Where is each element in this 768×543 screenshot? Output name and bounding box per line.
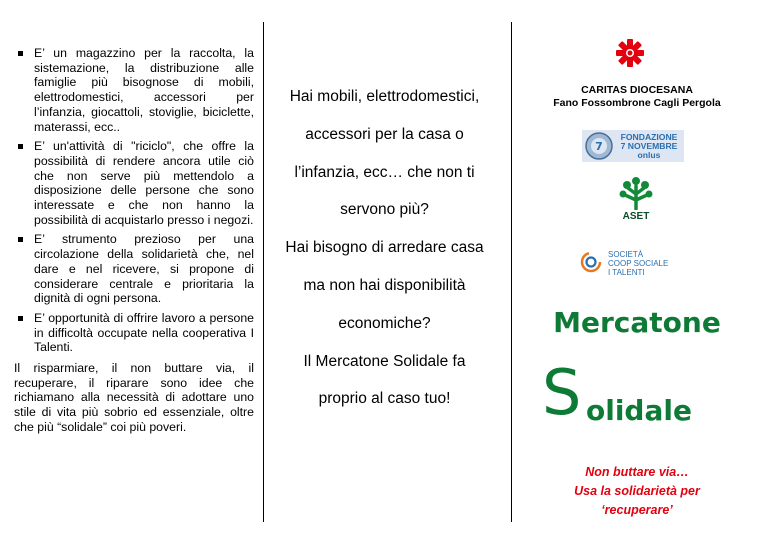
- question-line: Hai mobili, elettrodomestici,: [289, 88, 480, 105]
- title-mercatone: Mercatone: [553, 306, 721, 339]
- list-item-text: E’ strumento prezioso per una circolazione della solidarietà che, nel dare e nel ricevere, si propone di considerare centrale e prioritaria la dignità di ogni persona.: [34, 232, 254, 306]
- coop-logo-line1: SOCIETÀ: [608, 250, 644, 259]
- bullet-icon: [18, 144, 23, 149]
- fondazione-logo-line1: FONDAZIONE: [620, 132, 678, 142]
- org-subtitle: Fano Fossombrone Cagli Pergola: [553, 97, 721, 109]
- coop-swirl-icon: [580, 251, 602, 273]
- fondazione-logo: [582, 130, 684, 162]
- slogan-line: Non buttare via…: [585, 465, 689, 479]
- bullet-icon: [18, 316, 23, 321]
- coop-logo-line3: I TALENTI: [608, 268, 645, 277]
- middle-panel: [272, 78, 497, 418]
- bullet-icon: [18, 51, 23, 56]
- title-solidale: olidale: [586, 394, 692, 427]
- title-big-letter: S: [542, 356, 582, 429]
- list-item: [14, 46, 254, 134]
- svg-text:7: 7: [595, 140, 603, 153]
- fondazione-logo-line3: onlus: [637, 150, 661, 160]
- aset-logo-label: ASET: [622, 211, 650, 222]
- list-item-text: E’ un'attività di "riciclo", che offre la possibilità di rendere ancora utile ciò che non serve più mettendolo a disposizione delle persone che sono interessate e che non hanno la possibilità di acquistarlo presso i negozi.: [34, 139, 254, 227]
- fondazione-logo-line2: 7 NOVEMBRE: [620, 141, 678, 151]
- fondazione-emblem-icon: [584, 131, 614, 161]
- list-item: [14, 232, 254, 306]
- list-item: [14, 139, 254, 227]
- panel-divider-right: [511, 22, 512, 522]
- org-name: CARITAS DIOCESANA: [581, 84, 693, 96]
- left-panel: [14, 46, 254, 435]
- panel-divider-left: [263, 22, 264, 522]
- closing-paragraph: Il risparmiare, il non buttare via, il recuperare, il riparare sono idee che richiamano alla necessità di adottare uno stile di vita più sobrio ed essenziale, oltre che più “solidale” coi più poveri.: [14, 361, 254, 434]
- list-item-text: E’ un magazzino per la raccolta, la sistemazione, la distribuzione alle famiglie più bisognose di mobili, elettrodomestici, accessori per l’infanzia, giocattoli, stoviglie, biciclette, materassi, ecc..: [34, 46, 254, 134]
- aset-tree-icon: [618, 176, 654, 210]
- question-line: servono più?: [340, 201, 429, 219]
- question-line: Hai bisogno di arredare casa: [285, 239, 484, 257]
- bullet-icon: [18, 237, 23, 242]
- list-item: [14, 311, 254, 355]
- question-line: accessori per la casa o: [305, 125, 464, 143]
- caritas-cross-icon: [615, 38, 645, 68]
- question-line: proprio al caso tuo!: [318, 390, 451, 408]
- coop-logo-line2: COOP SOCIALE: [608, 259, 669, 268]
- question-line: economiche?: [338, 314, 431, 332]
- question-line: Il Mercatone Solidale fa: [303, 352, 466, 370]
- description-list: [14, 46, 254, 355]
- slogan-line: Usa la solidarietà per: [574, 484, 700, 498]
- list-item-text: E’ opportunità di offrire lavoro a persone in difficoltà occupate nella cooperativa I Talenti.: [34, 310, 254, 355]
- question-line: l’infanzia, ecc… che non ti: [294, 163, 475, 181]
- slogan-line: ‘recuperare’: [601, 503, 673, 517]
- question-line: ma non hai disponibilità: [303, 276, 466, 294]
